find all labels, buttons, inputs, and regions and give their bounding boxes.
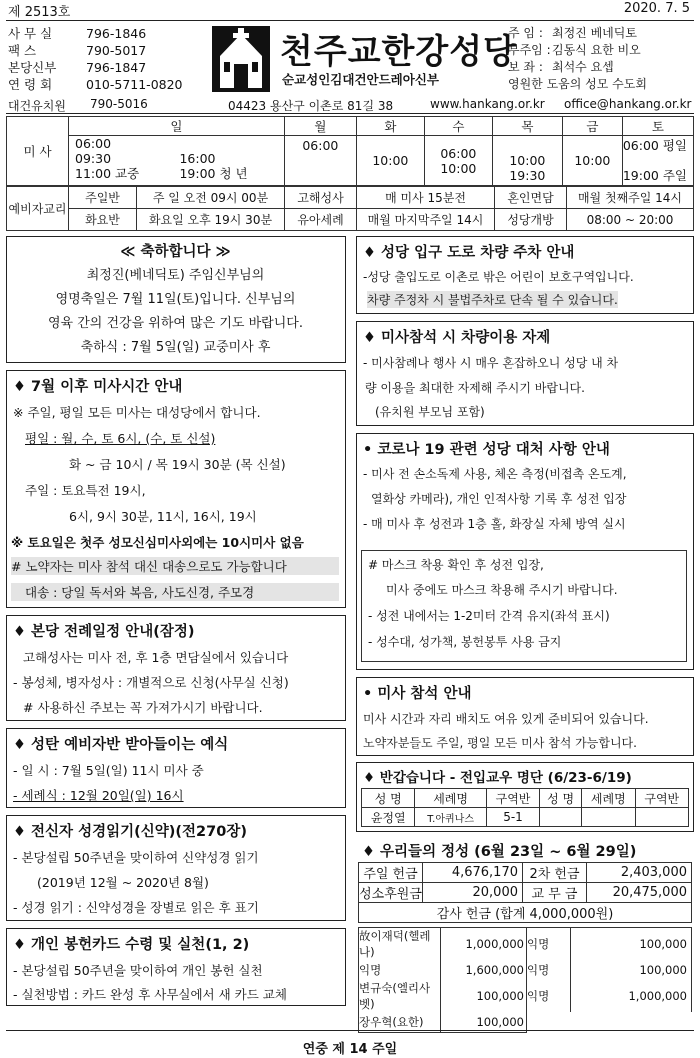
welcome-box <box>356 762 694 832</box>
address: 04423 용산구 이촌로 81길 38 <box>228 99 394 113</box>
contact-kinder-value: 790-5016 <box>90 97 148 111</box>
thu-mass: 10:00 19:30 <box>492 136 562 186</box>
offering-table: 주일 헌금 4,676,170 2차 헌금 2,403,000 성소후원금 20,000 교 무 금 20,475,000 감사 헌금 (합계 4,000,000원) <box>358 862 692 923</box>
liturgy-title: ♦ 본당 전례일정 안내(잠정) <box>13 624 195 640</box>
wed-mass: 06:00 10:00 <box>424 136 492 186</box>
corona-title: • 코로나 19 관련 성당 대처 사항 안내 <box>363 442 610 458</box>
newcomer-table: 성 명 세례명 구역반 성 명 세례명 구역반 윤정열 T.아퀴나스 5-1 <box>361 788 689 827</box>
baptism-title: ♦ 성탄 예비자반 받아들이는 예식 <box>13 737 229 753</box>
attend-title: • 미사 참석 안내 <box>363 686 472 702</box>
staff-assistant: 부주임 :김동식 요한 비오 <box>508 43 641 57</box>
parking-title: ♦ 성당 입구 도로 차량 주차 안내 <box>363 245 575 261</box>
offering-section <box>356 838 694 1029</box>
bible-reading-box: ♦ 전신자 성경읽기(신약)(전270장) - 본당설립 50주년을 맞이하여 신약성경 읽기 (2019년 12월 ~ 2020년 8월) - 성경 읽기 : 신약성경을 장별로 읽은 후 표기 <box>6 815 346 921</box>
mass-schedule-table <box>6 116 694 189</box>
email-link[interactable]: office@hankang.or.kr <box>564 97 692 111</box>
staff-order: 영원한 도움의 성모 수도회 <box>508 77 647 91</box>
day-mon: 월 <box>284 117 356 136</box>
mass-time-box: ♦ 7월 이후 미사시간 안내 ※ 주일, 평일 모든 미사는 대성당에서 합니다. 평일 : 월, 수, 토 6시, (수, 토 신설) 화 ~ 금 10시 / 목 19시 30분 (목 신설) 주일 : 토요특전 19시, 6시, 9시 30분, 11시, 16시, 19시 ※ 토요일은 첫주 성모신심미사외에는 10시미사 없음 # 노약자는 미사 참석 대신 대송으로도 가능합니다 대송 : 당일 독서와 복음, 사도신경, 주모경 <box>6 370 346 608</box>
thanks-table: 故이재덕(헬레나) 1,000,000 익명 100,000 익명 1,600,000 익명 100,000 변규숙(엘리사벳) 100,000 익명 1,000,000 장우혁(요한) 100,000 <box>358 927 692 1033</box>
sun-mass-b: 16:00 19:00 청 년 <box>173 136 284 186</box>
card-title: ♦ 개인 봉헌카드 수령 및 실천(1, 2) <box>13 937 250 953</box>
contact-funeral: 연 령 회 010-5711-0820 <box>8 77 183 92</box>
sun-mass-a: 06:00 09:30 11:00 교중 <box>69 136 174 186</box>
parking-box: ♦ 성당 입구 도로 차량 주차 안내 -성당 출입도로 이촌로 밖은 어린이 보호구역입니다. 차량 주정차 시 불법주차로 단속 될 수 있습니다. <box>356 236 694 314</box>
day-thu: 목 <box>492 117 562 136</box>
contact-kinder-label: 대건유치원 <box>8 99 66 113</box>
contact-office: 사 무 실 796-1846 <box>8 26 147 41</box>
mass-time-title: ♦ 7월 이후 미사시간 안내 <box>13 379 183 395</box>
mass-label: 미 사 <box>7 117 69 186</box>
catechumen-table: 예비자교리 주일반 주 일 오전 09시 00분 고해성사 매 미사 15분전 혼인면담 매월 첫째주일 14시 화요반 화요일 오후 19시 30분 유아세례 매월 마지막주일 14시 성당개방 08:00 ~ 20:00 <box>6 186 694 231</box>
vehicle-title: ♦ 미사참석 시 차량이용 자제 <box>363 330 551 346</box>
footer-rule <box>6 1030 694 1031</box>
fri-mass: 10:00 <box>562 136 622 186</box>
staff-associate: 보 좌 : 최석수 요셉 <box>508 60 614 74</box>
catechumen-rite-box: ♦ 성탄 예비자반 받아들이는 예식 - 일 시 : 7월 5일(일) 11시 미사 중 - 세례식 : 12월 20일(일) 16시 <box>6 728 346 808</box>
contact-priest: 본당신부 796-1847 <box>8 60 147 75</box>
table-row: 윤정열 T.아퀴나스 5-1 <box>362 808 689 827</box>
congrats-box: ≪ 축하합니다 ≫ 최정진(베네딕토) 주임신부님의 영명축일은 7월 11일(토)입니다. 신부님의 영육 간의 건강을 위하여 많은 기도 바랍니다. 축하식 : 7월 5일(일) 교중미사 후 <box>6 236 346 363</box>
bible-title: ♦ 전신자 성경읽기(신약)(전270장) <box>13 824 247 840</box>
contact-fax: 팩 스 790-5017 <box>8 43 147 58</box>
issue-number: 제 2513호 <box>8 5 71 20</box>
website-link[interactable]: www.hankang.or.kr <box>430 97 545 111</box>
offering-title: ♦ 우리들의 정성 (6월 23일 ~ 6월 29일) <box>362 844 637 860</box>
sat-mass: 06:00 평일 19:00 주일 <box>622 136 693 186</box>
vehicle-box: ♦ 미사참석 시 차량이용 자제 - 미사참례나 행사 시 매우 혼잡하오니 성당 내 차 량 이용을 최대한 자제해 주시기 바랍니다. (유치원 부모님 포함) <box>356 321 694 426</box>
day-sat: 토 <box>622 117 693 136</box>
attendance-box: • 미사 참석 안내 미사 시간과 자리 배치도 여유 있게 준비되어 있습니다. 노약자분들도 주일, 평일 모든 미사 참석 가능합니다. <box>356 677 694 756</box>
liturgy-notice-box: ♦ 본당 전례일정 안내(잠정) 고해성사는 미사 전, 후 1층 면담실에서 있습니다 - 봉성체, 병자성사 : 개별적으로 신청(사무실 신청) # 사용하신 주보는 꼭 가져가시기 바랍니다. <box>6 615 346 721</box>
mon-mass: 06:00 <box>284 136 356 186</box>
footer-sunday: 연중 제 14 주일 <box>302 1042 398 1057</box>
day-sun: 일 <box>69 117 285 136</box>
issue-header-bar <box>6 2 694 21</box>
catechumen-label: 예비자교리 <box>7 187 69 231</box>
church-subtitle: 순교성인김대건안드레아신부 <box>282 72 439 87</box>
issue-date: 2020. 7. 5 <box>623 1 690 16</box>
day-fri: 금 <box>562 117 622 136</box>
offering-card-box: ♦ 개인 봉헌카드 수령 및 실천(1, 2) - 본당설립 50주년을 맞이하여 개인 봉헌 실천 - 실천방법 : 카드 완성 후 사무실에서 새 카드 교체 <box>6 928 346 1006</box>
day-wed: 수 <box>424 117 492 136</box>
corona-inner-box: # 마스크 착용 확인 후 성전 입장, 미사 중에도 마스크 착용해 주시기 바랍니다. - 성전 내에서는 1-2미터 간격 유지(좌석 표시) - 성수대, 성가책, 봉헌봉투 사용 금지 <box>361 550 687 662</box>
church-title: 천주교한강성당 <box>280 32 517 72</box>
welcome-title: ♦ 반갑습니다 - 전입교우 명단 (6/23-6/19) <box>363 770 632 786</box>
day-tue: 화 <box>356 117 424 136</box>
staff-pastor: 주 임 : 최정진 베네딕토 <box>508 26 637 40</box>
address-bar <box>6 94 694 114</box>
thanks-total: 감사 헌금 (합계 4,000,000원) <box>359 903 692 923</box>
tue-mass: 10:00 <box>356 136 424 186</box>
corona-box: • 코로나 19 관련 성당 대처 사항 안내 - 미사 전 손소독제 사용, 체온 측정(비접촉 온도계, 열화상 카메라), 개인 인적사항 기록 후 성전 입장 - 매 미사 후 성전과 1층 홀, 화장실 자체 방역 실시 # 마스크 착용 확인 후 성전 입장, 미사 중에도 마스크 착용해 주시기 바랍니다. - 성전 내에서는 1-2미터 간격 유지(좌석 표시) - 성수대, 성가책, 봉헌봉투 사용 금지 <box>356 433 694 670</box>
church-logo <box>212 26 270 92</box>
congrats-title: ≪ 축하합니다 ≫ <box>120 244 231 260</box>
